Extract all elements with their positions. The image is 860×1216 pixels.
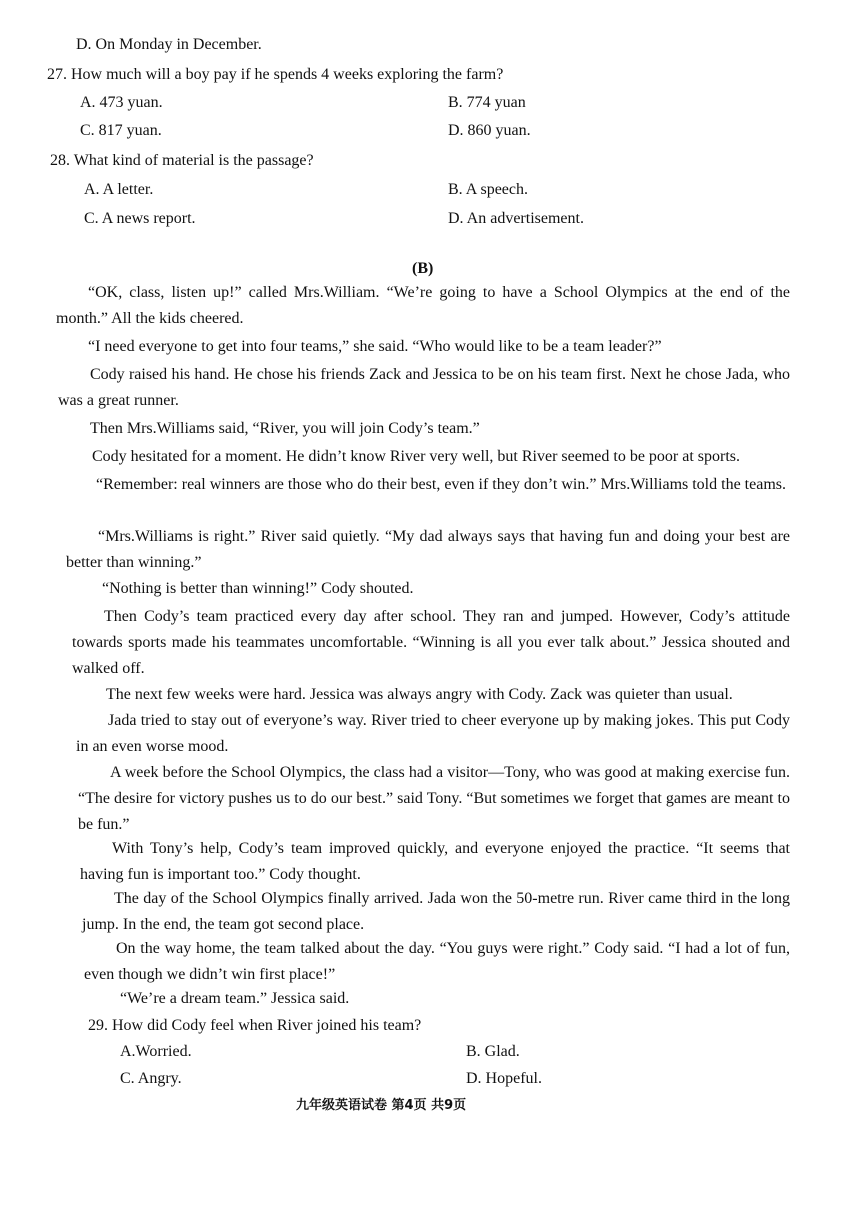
q28-question: 28. What kind of material is the passage? (50, 152, 314, 169)
passage-paragraph: Then Cody’s team practiced every day after school. They ran and jumped. However, Cody’s attitude towards sports made his teammates uncomfortable. “Winning is all you ever talk about.” Jessica shouted and walked off. (72, 608, 790, 677)
passage-paragraph: Cody hesitated for a moment. He didn’t know River very well, but River seemed to be poor at sports. (92, 448, 741, 465)
q27-option-b: B. 774 yuan (448, 94, 526, 111)
passage-paragraph: “Mrs.Williams is right.” River said quietly. “My dad always says that having fun and doing your best are better than winning.” (66, 528, 790, 571)
passage-paragraph: Jada tried to stay out of everyone’s way. River tried to cheer everyone up by making jokes. This put Cody in an even worse mood. (76, 712, 790, 755)
q29-option-b: B. Glad. (466, 1043, 520, 1060)
passage-paragraph: “Nothing is better than winning!” Cody shouted. (102, 580, 414, 597)
section-title: (B) (412, 260, 434, 277)
passage-paragraph: The day of the School Olympics finally arrived. Jada won the 50-metre run. River came third in the long jump. In the end, the team got second place. (82, 890, 790, 933)
q27-option-d: D. 860 yuan. (448, 122, 531, 139)
passage-paragraph: The next few weeks were hard. Jessica was always angry with Cody. Zack was quieter than usual. (106, 686, 733, 703)
q26-option-d: D. On Monday in December. (76, 36, 262, 53)
passage-paragraph: On the way home, the team talked about the day. “You guys were right.” Cody said. “I had a lot of fun, even though we didn’t win first place!” (84, 940, 790, 983)
passage-paragraph: A week before the School Olympics, the class had a visitor—Tony, who was good at making exercise fun. “The desire for victory pushes us to do our best.” said Tony. “But sometimes we forget that games are meant to be fun.” (78, 764, 790, 833)
q29-option-c: C. Angry. (120, 1070, 182, 1087)
q28-option-a: A. A letter. (84, 181, 154, 198)
q27-option-c: C. 817 yuan. (80, 122, 162, 139)
passage-paragraph: “Remember: real winners are those who do their best, even if they don’t win.” Mrs.Williams told the teams. (96, 476, 786, 493)
q28-option-c: C. A news report. (84, 210, 196, 227)
q29-option-a: A.Worried. (120, 1043, 192, 1060)
passage-paragraph: “We’re a dream team.” Jessica said. (120, 990, 350, 1007)
q29-option-d: D. Hopeful. (466, 1070, 542, 1087)
passage-paragraph: Cody raised his hand. He chose his friends Zack and Jessica to be on his team first. Next he chose Jada, who was a great runner. (58, 366, 790, 409)
q27-question: 27. How much will a boy pay if he spends 4 weeks exploring the farm? (47, 66, 504, 83)
passage-paragraph: Then Mrs.Williams said, “River, you will join Cody’s team.” (90, 420, 480, 437)
passage-paragraph: “I need everyone to get into four teams,” she said. “Who would like to be a team leader?” (88, 338, 662, 355)
page-footer: 九年级英语试卷 第4页 共9页 (296, 1098, 467, 1113)
q29-question: 29. How did Cody feel when River joined his team? (88, 1017, 422, 1034)
q28-option-d: D. An advertisement. (448, 210, 584, 227)
passage-paragraph: “OK, class, listen up!” called Mrs.William. “We’re going to have a School Olympics at the end of the month.” All the kids cheered. (56, 284, 790, 327)
q27-option-a: A. 473 yuan. (80, 94, 163, 111)
q28-option-b: B. A speech. (448, 181, 528, 198)
passage-paragraph: With Tony’s help, Cody’s team improved quickly, and everyone enjoyed the practice. “It seems that having fun is important too.” Cody thought. (80, 840, 790, 883)
